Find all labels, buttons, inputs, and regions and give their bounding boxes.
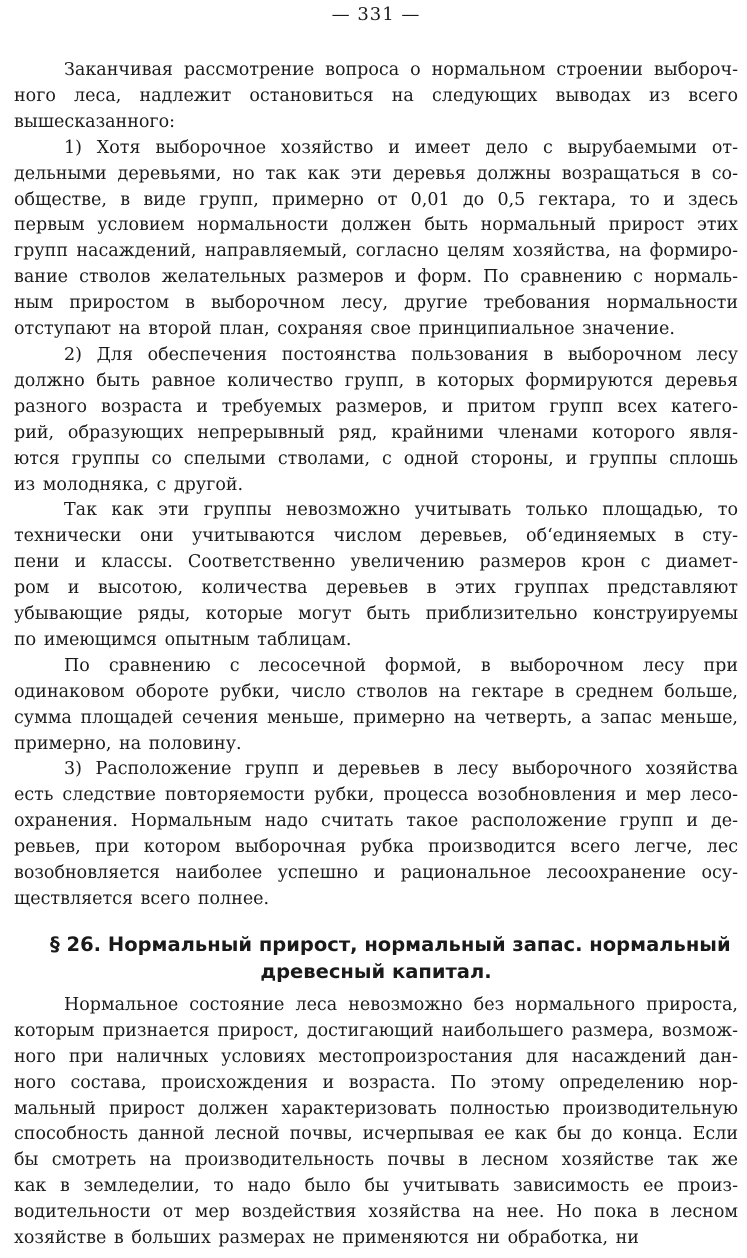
section-heading-line-1: § 26. Нормальный прирост, нормальный запас. нормальный bbox=[50, 932, 731, 956]
text-line: Нормальное состояние леса невозможно без нормального прироста, bbox=[64, 994, 738, 1015]
text-line: мальный прирост должен характеризовать полностью производительную bbox=[14, 1098, 738, 1119]
text-line: групп насаждений, направляемый, согласно целям хозяйства, на формиро- bbox=[14, 241, 738, 262]
text-line: хозяйстве в больших размерах не применяются ни обработка, ни bbox=[14, 1228, 639, 1249]
text-line: примерно, на половину. bbox=[14, 733, 242, 754]
text-line: ным приростом в выборочном лесу, другие требования нормальности bbox=[14, 293, 738, 314]
text-line: пени и классы. Соответственно увеличению размеров крон с диамет- bbox=[14, 552, 738, 573]
text-line: отступают на второй план, сохраняя свое принципиальное значение. bbox=[14, 319, 675, 340]
text-line: вышесказанного: bbox=[14, 111, 176, 132]
text-line: вание стволов желательных размеров и форм. По сравнению с нормаль- bbox=[14, 267, 738, 288]
text-line: разного возраста и требуемых размеров, и притом групп всех катего- bbox=[14, 396, 738, 417]
text-line: обществе, в виде групп, примерно от 0,01 до 0,5 гектара, то и здесь bbox=[14, 189, 738, 210]
text-line: ного состава, происхождения и возраста. По этому определению нор- bbox=[14, 1072, 738, 1093]
text-line: рий, образующих непрерывный ряд, крайними членами которого явля- bbox=[14, 422, 738, 443]
text-line: способность данной лесной почвы, исчерпывая ее как бы до конца. Если bbox=[14, 1124, 738, 1145]
body-text-before-section bbox=[14, 58, 738, 913]
text-line: есть следствие повторяемости рубки, процесса возобновления и мер лесо- bbox=[14, 785, 738, 806]
text-line: должно быть равное количество групп, в которых формируются деревья bbox=[14, 370, 738, 391]
text-line: убывающие ряды, которые могут быть приблизительно конструируемы bbox=[14, 604, 738, 625]
text-line: ного леса, надлежит остановиться на следующих выводах из всего bbox=[14, 85, 738, 106]
text-line: возобновляется наиболее успешно и рациональное лесоохранение осу- bbox=[14, 863, 738, 884]
text-line: ются группы со спелыми стволами, с одной стороны, и группы сплошь bbox=[14, 448, 738, 469]
section-heading bbox=[14, 931, 738, 985]
paragraph bbox=[14, 58, 738, 136]
text-line: 2) Для обеспечения постоянства пользования в выборочном лесу bbox=[64, 344, 738, 365]
text-line: по имеющимся опытным таблицам. bbox=[14, 629, 352, 650]
paragraph bbox=[14, 343, 738, 498]
section-heading-line-2: древесный капитал. bbox=[260, 959, 492, 983]
text-line: первым условием нормальности должен быть нормальный прирост этих bbox=[14, 215, 738, 236]
text-line: водительности от мер воздействия хозяйства на нее. Но пока в лесном bbox=[14, 1202, 738, 1223]
text-line: дельными деревьями, но так как эти деревья должны возращаться в со- bbox=[14, 163, 738, 184]
text-line: ром и высотою, количества деревьев в этих группах представляют bbox=[14, 578, 738, 599]
text-line: охранения. Нормальным надо считать такое расположение групп и де- bbox=[14, 811, 738, 832]
text-line: как в земледелии, то надо было бы учитывать зависимость ее произ- bbox=[14, 1176, 738, 1197]
text-line: которым признается прирост, достигающий наибольшего размера, возмож- bbox=[14, 1020, 738, 1041]
body-text-after-section bbox=[14, 993, 738, 1252]
text-line: ного при наличных условиях местопроизростания для насаждений дан- bbox=[14, 1046, 738, 1067]
text-line: сумма площадей сечения меньше, примерно на четверть, а запас меньше, bbox=[14, 707, 738, 728]
paragraph bbox=[14, 654, 738, 758]
paragraph bbox=[14, 757, 738, 912]
text-line: Заканчивая рассмотрение вопроса о нормальном строении выбороч- bbox=[64, 60, 738, 80]
text-line: ществляется всего полнее. bbox=[14, 889, 270, 909]
text-line: Так как эти группы невозможно учитывать только площадью, то bbox=[64, 500, 738, 521]
paragraph bbox=[14, 498, 738, 653]
text-line: из молодняка, с другой. bbox=[14, 474, 244, 495]
text-line: 3) Расположение групп и деревьев в лесу выборочного хозяйства bbox=[64, 759, 738, 780]
text-line: бы смотреть на производительность почвы в лесном хозяйстве так же bbox=[14, 1150, 738, 1171]
paragraph bbox=[14, 136, 738, 343]
text-line: технически они учитываются числом деревьев, об‘единяемых в сту- bbox=[14, 526, 738, 547]
paragraph bbox=[14, 993, 738, 1252]
text-line: одинаковом обороте рубки, число стволов на гектаре в среднем больше, bbox=[14, 681, 738, 702]
text-line: По сравнению с лесосечной формой, в выборочном лесу при bbox=[64, 655, 738, 676]
document-page bbox=[14, 4, 738, 1252]
text-line: 1) Хотя выборочное хозяйство и имеет дело с вырубаемыми от- bbox=[64, 137, 738, 158]
page-number: — 331 — bbox=[331, 4, 421, 25]
text-line: ревьев, при котором выборочная рубка производится всего легче, лес bbox=[14, 837, 738, 858]
